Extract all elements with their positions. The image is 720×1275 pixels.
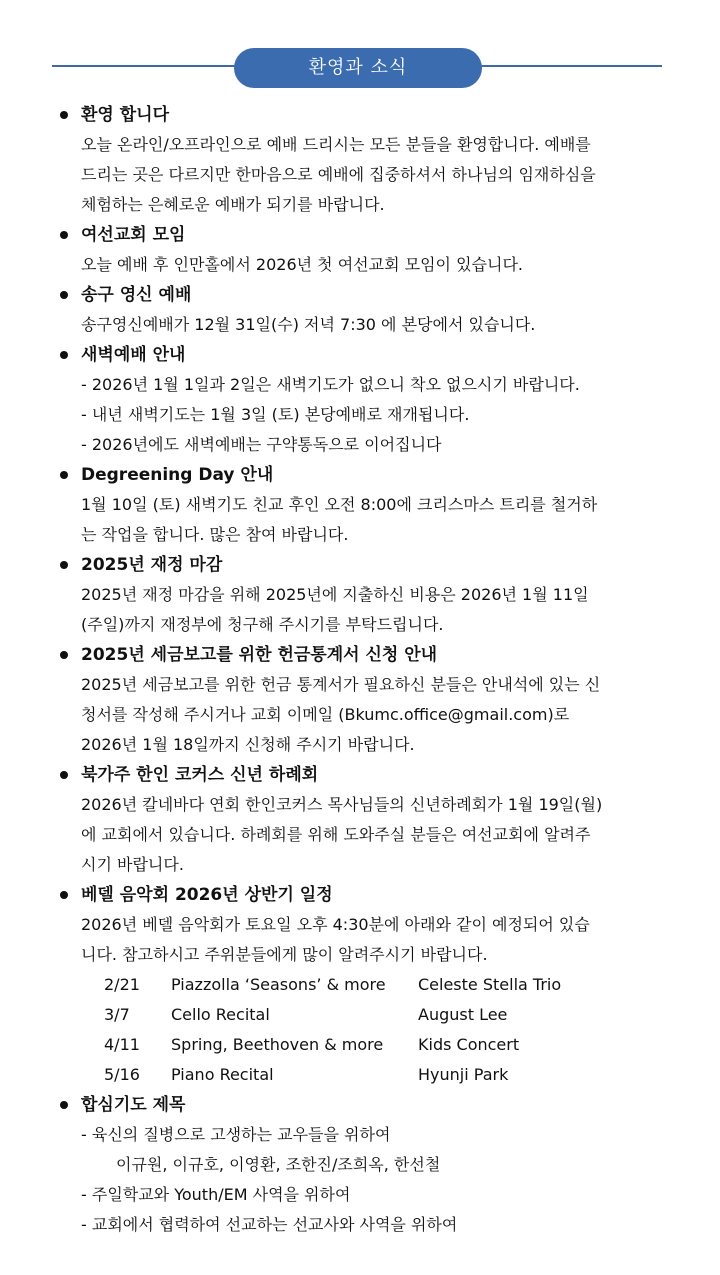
announcement-text: 송구영신예배가 12월 31일(수) 저녁 7:30 에 본당에서 있습니다. [81, 315, 536, 334]
bullet-icon [60, 771, 68, 779]
announcement-item [0, 760, 720, 880]
prayer-line: - 육신의 질병으로 고생하는 교우들을 위하여 [81, 1125, 391, 1144]
schedule-row [0, 970, 720, 1000]
bullet-icon [60, 351, 68, 359]
announcement-text: (주일)까지 재정부에 청구해 주시기를 부탁드립니다. [81, 615, 444, 634]
section-header [0, 44, 720, 90]
announcement-text: 2026년 칼네바다 연회 한인코커스 목사님들의 신년하례회가 1월 19일(월) [81, 795, 603, 814]
announcement-text: 니다. 참고하시고 주위분들에게 많이 알려주시기 바랍니다. [81, 945, 488, 964]
section-title-pill: 환영과 소식 [234, 48, 482, 88]
schedule-program: Spring, Beethoven & more [171, 1035, 384, 1054]
schedule-performer: Celeste Stella Trio [418, 975, 562, 994]
announcement-item [0, 280, 720, 340]
concert-schedule [0, 970, 720, 1090]
announcement-title: 새벽예배 안내 [81, 345, 186, 365]
schedule-program: Cello Recital [171, 1005, 270, 1024]
announcement-item [0, 220, 720, 280]
announcement-text: 청서를 작성해 주시거나 교회 이메일 (Bkumc.office@gmail.com)로 [81, 705, 570, 724]
announcement-text: 2026년 1월 18일까지 신청해 주시기 바랍니다. [81, 735, 415, 754]
announcement-title: 환영 합니다 [81, 105, 170, 125]
schedule-program: Piano Recital [171, 1065, 274, 1084]
announcements-content [0, 100, 720, 1240]
bullet-icon [60, 231, 68, 239]
announcement-text: - 2026년에도 새벽예배는 구약통독으로 이어집니다 [81, 435, 442, 454]
announcement-title: 베델 음악회 2026년 상반기 일정 [81, 885, 333, 905]
schedule-date: 4/11 [104, 1035, 140, 1054]
prayer-line: - 교회에서 협력하여 선교하는 선교사와 사역을 위하여 [81, 1215, 458, 1234]
announcement-item [0, 100, 720, 220]
announcement-text: 는 작업을 합니다. 많은 참여 바랍니다. [81, 525, 349, 544]
bullet-icon [60, 891, 68, 899]
bullet-icon [60, 471, 68, 479]
announcement-item [0, 880, 720, 970]
announcement-text: 오늘 예배 후 인만홀에서 2026년 첫 여선교회 모임이 있습니다. [81, 255, 523, 274]
schedule-date: 2/21 [104, 975, 140, 994]
announcement-title: 여선교회 모임 [81, 225, 186, 245]
bullet-icon [60, 291, 68, 299]
prayer-title: 합심기도 제목 [81, 1095, 186, 1115]
bullet-icon [60, 651, 68, 659]
announcement-item [0, 460, 720, 550]
announcement-title: 송구 영신 예배 [81, 285, 192, 305]
schedule-date: 3/7 [104, 1005, 130, 1024]
schedule-program: Piazzolla ‘Seasons’ & more [171, 975, 386, 994]
bullet-icon [60, 1101, 68, 1109]
announcement-title: 북가주 한인 코커스 신년 하례회 [81, 765, 319, 785]
schedule-row [0, 1000, 720, 1030]
prayer-names: 이규원, 이규호, 이영환, 조한진/조희옥, 한선철 [116, 1155, 441, 1174]
prayer-topics [0, 1090, 720, 1240]
announcement-title: 2025년 재정 마감 [81, 555, 223, 575]
schedule-date: 5/16 [104, 1065, 140, 1084]
schedule-row [0, 1030, 720, 1060]
bullet-icon [60, 111, 68, 119]
announcement-text: 2025년 세금보고를 위한 헌금 통계서가 필요하신 분들은 안내석에 있는 신 [81, 675, 601, 694]
announcement-item [0, 640, 720, 760]
announcement-text: - 내년 새벽기도는 1월 3일 (토) 본당예배로 재개됩니다. [81, 405, 470, 424]
announcement-text: 에 교회에서 있습니다. 하례회를 위해 도와주실 분들은 여선교회에 알려주 [81, 825, 591, 844]
announcement-text: 2025년 재정 마감을 위해 2025년에 지출하신 비용은 2026년 1월 11일 [81, 585, 589, 604]
announcement-title: Degreening Day 안내 [81, 465, 274, 485]
schedule-performer: Kids Concert [418, 1035, 520, 1054]
announcement-title: 2025년 세금보고를 위한 헌금통계서 신청 안내 [81, 645, 438, 665]
announcement-item [0, 340, 720, 460]
announcement-text: 체험하는 은혜로운 예배가 되기를 바랍니다. [81, 195, 385, 214]
prayer-line: - 주일학교와 Youth/EM 사역을 위하여 [81, 1185, 351, 1204]
announcement-text: 드리는 곳은 다르지만 한마음으로 예배에 집중하셔서 하나님의 임재하심을 [81, 165, 596, 184]
schedule-row [0, 1060, 720, 1090]
schedule-performer: Hyunji Park [418, 1065, 509, 1084]
announcement-text: 2026년 베델 음악회가 토요일 오후 4:30분에 아래와 같이 예정되어 있습 [81, 915, 590, 934]
announcement-text: 시기 바랍니다. [81, 855, 184, 874]
announcement-text: 오늘 온라인/오프라인으로 예배 드리시는 모든 분들을 환영합니다. 예배를 [81, 135, 591, 154]
announcement-list [0, 100, 720, 970]
schedule-performer: August Lee [418, 1005, 508, 1024]
announcement-text: - 2026년 1월 1일과 2일은 새벽기도가 없으니 착오 없으시기 바랍니다. [81, 375, 580, 394]
bullet-icon [60, 561, 68, 569]
announcement-item [0, 550, 720, 640]
announcement-text: 1월 10일 (토) 새벽기도 친교 후인 오전 8:00에 크리스마스 트리를 철거하 [81, 495, 598, 514]
